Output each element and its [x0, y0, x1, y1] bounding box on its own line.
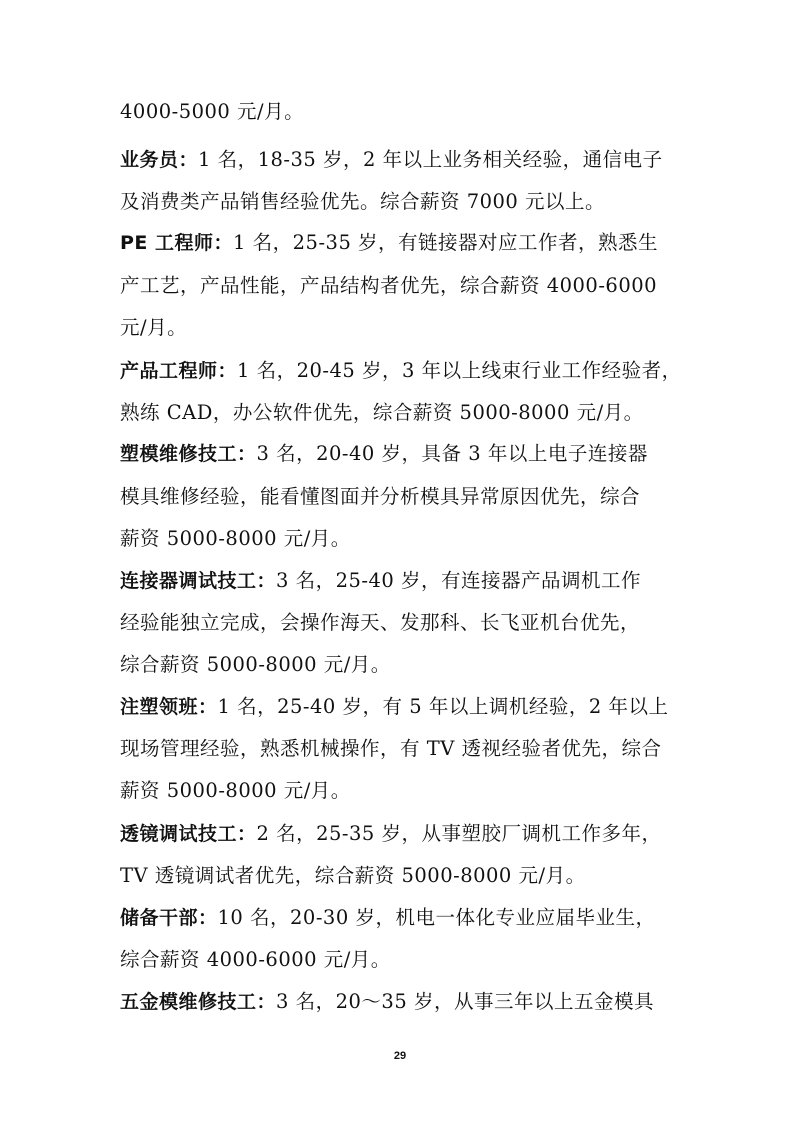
- job-detail: 3 名，20～35 岁，从事三年以上五金模具: [276, 990, 654, 1013]
- job-detail: 薪资 5000-8000 元/月。: [120, 527, 351, 550]
- job-detail: 3 名，25-40 岁，有连接器产品调机工作: [276, 569, 642, 592]
- job-detail: 综合薪资 5000-8000 元/月。: [120, 653, 391, 676]
- text-line: [120, 190, 700, 214]
- job-title: 塑模维修技工：: [120, 443, 257, 465]
- job-title: PE 工程师：: [120, 232, 234, 254]
- text-line: [120, 100, 700, 124]
- job-title: 业务员：: [120, 149, 199, 171]
- text-line: [120, 274, 700, 298]
- text-line: [120, 442, 700, 466]
- text-line: [120, 316, 700, 340]
- text-line: [120, 864, 700, 888]
- text-line: [120, 653, 700, 677]
- job-detail: 产工艺，产品性能，产品结构者优先，综合薪资 4000-6000: [120, 274, 658, 297]
- text-line: [120, 485, 700, 509]
- text-line: [120, 779, 700, 803]
- job-title: 连接器调试技工：: [120, 570, 277, 592]
- job-detail: 现场管理经验，熟悉机械操作，有 TV 透视经验者优先，综合: [120, 737, 662, 760]
- job-detail: 10 名，20-30 岁，机电一体化专业应届毕业生，: [217, 906, 656, 929]
- job-detail: 1 名，20-45 岁，3 年以上线束行业工作经验者，: [237, 359, 682, 382]
- job-title: 注塑领班：: [120, 696, 218, 718]
- job-detail: 元/月。: [120, 316, 188, 339]
- job-title: 五金模维修技工：: [120, 991, 277, 1013]
- text-line: [120, 990, 700, 1014]
- text-line: [120, 401, 700, 425]
- job-detail: 薪资 5000-8000 元/月。: [120, 779, 351, 802]
- job-detail: 4000-5000 元/月。: [120, 100, 305, 123]
- job-detail: 模具维修经验，能看懂图面并分析模具异常原因优先，综合: [120, 485, 641, 508]
- job-detail: 1 名，25-35 岁，有链接器对应工作者，熟悉生: [233, 231, 659, 254]
- job-detail: TV 透镜调试者优先，综合薪资 5000-8000 元/月。: [120, 864, 586, 887]
- job-title: 储备干部：: [120, 907, 218, 929]
- text-line: [120, 148, 700, 172]
- job-detail: 2 名，25-35 岁，从事塑胶厂调机工作多年，: [256, 822, 662, 845]
- text-line: [120, 611, 700, 635]
- job-detail: 熟练 CAD，办公软件优先，综合薪资 5000-8000 元/月。: [120, 401, 644, 424]
- job-title: 产品工程师：: [120, 360, 238, 382]
- text-line: [120, 695, 700, 719]
- text-line: [120, 359, 700, 383]
- job-detail: 综合薪资 4000-6000 元/月。: [120, 948, 391, 971]
- job-detail: 1 名，18-35 岁，2 年以上业务相关经验，通信电子: [198, 148, 663, 171]
- job-detail: 3 名，20-40 岁，具备 3 年以上电子连接器: [256, 442, 648, 465]
- text-line: [120, 737, 700, 761]
- text-line: [120, 231, 700, 255]
- text-line: [120, 569, 700, 593]
- job-detail: 1 名，25-40 岁，有 5 年以上调机经验，2 年以上: [217, 695, 669, 718]
- text-line: [120, 906, 700, 930]
- job-detail: 经验能独立完成，会操作海天、发那科、长飞亚机台优先，: [120, 611, 641, 634]
- text-line: [120, 527, 700, 551]
- job-title: 透镜调试技工：: [120, 823, 257, 845]
- job-detail: 及消费类产品销售经验优先。综合薪资 7000 元以上。: [120, 190, 606, 213]
- page-number: 29: [393, 1050, 407, 1062]
- text-line: [120, 948, 700, 972]
- text-line: [120, 822, 700, 846]
